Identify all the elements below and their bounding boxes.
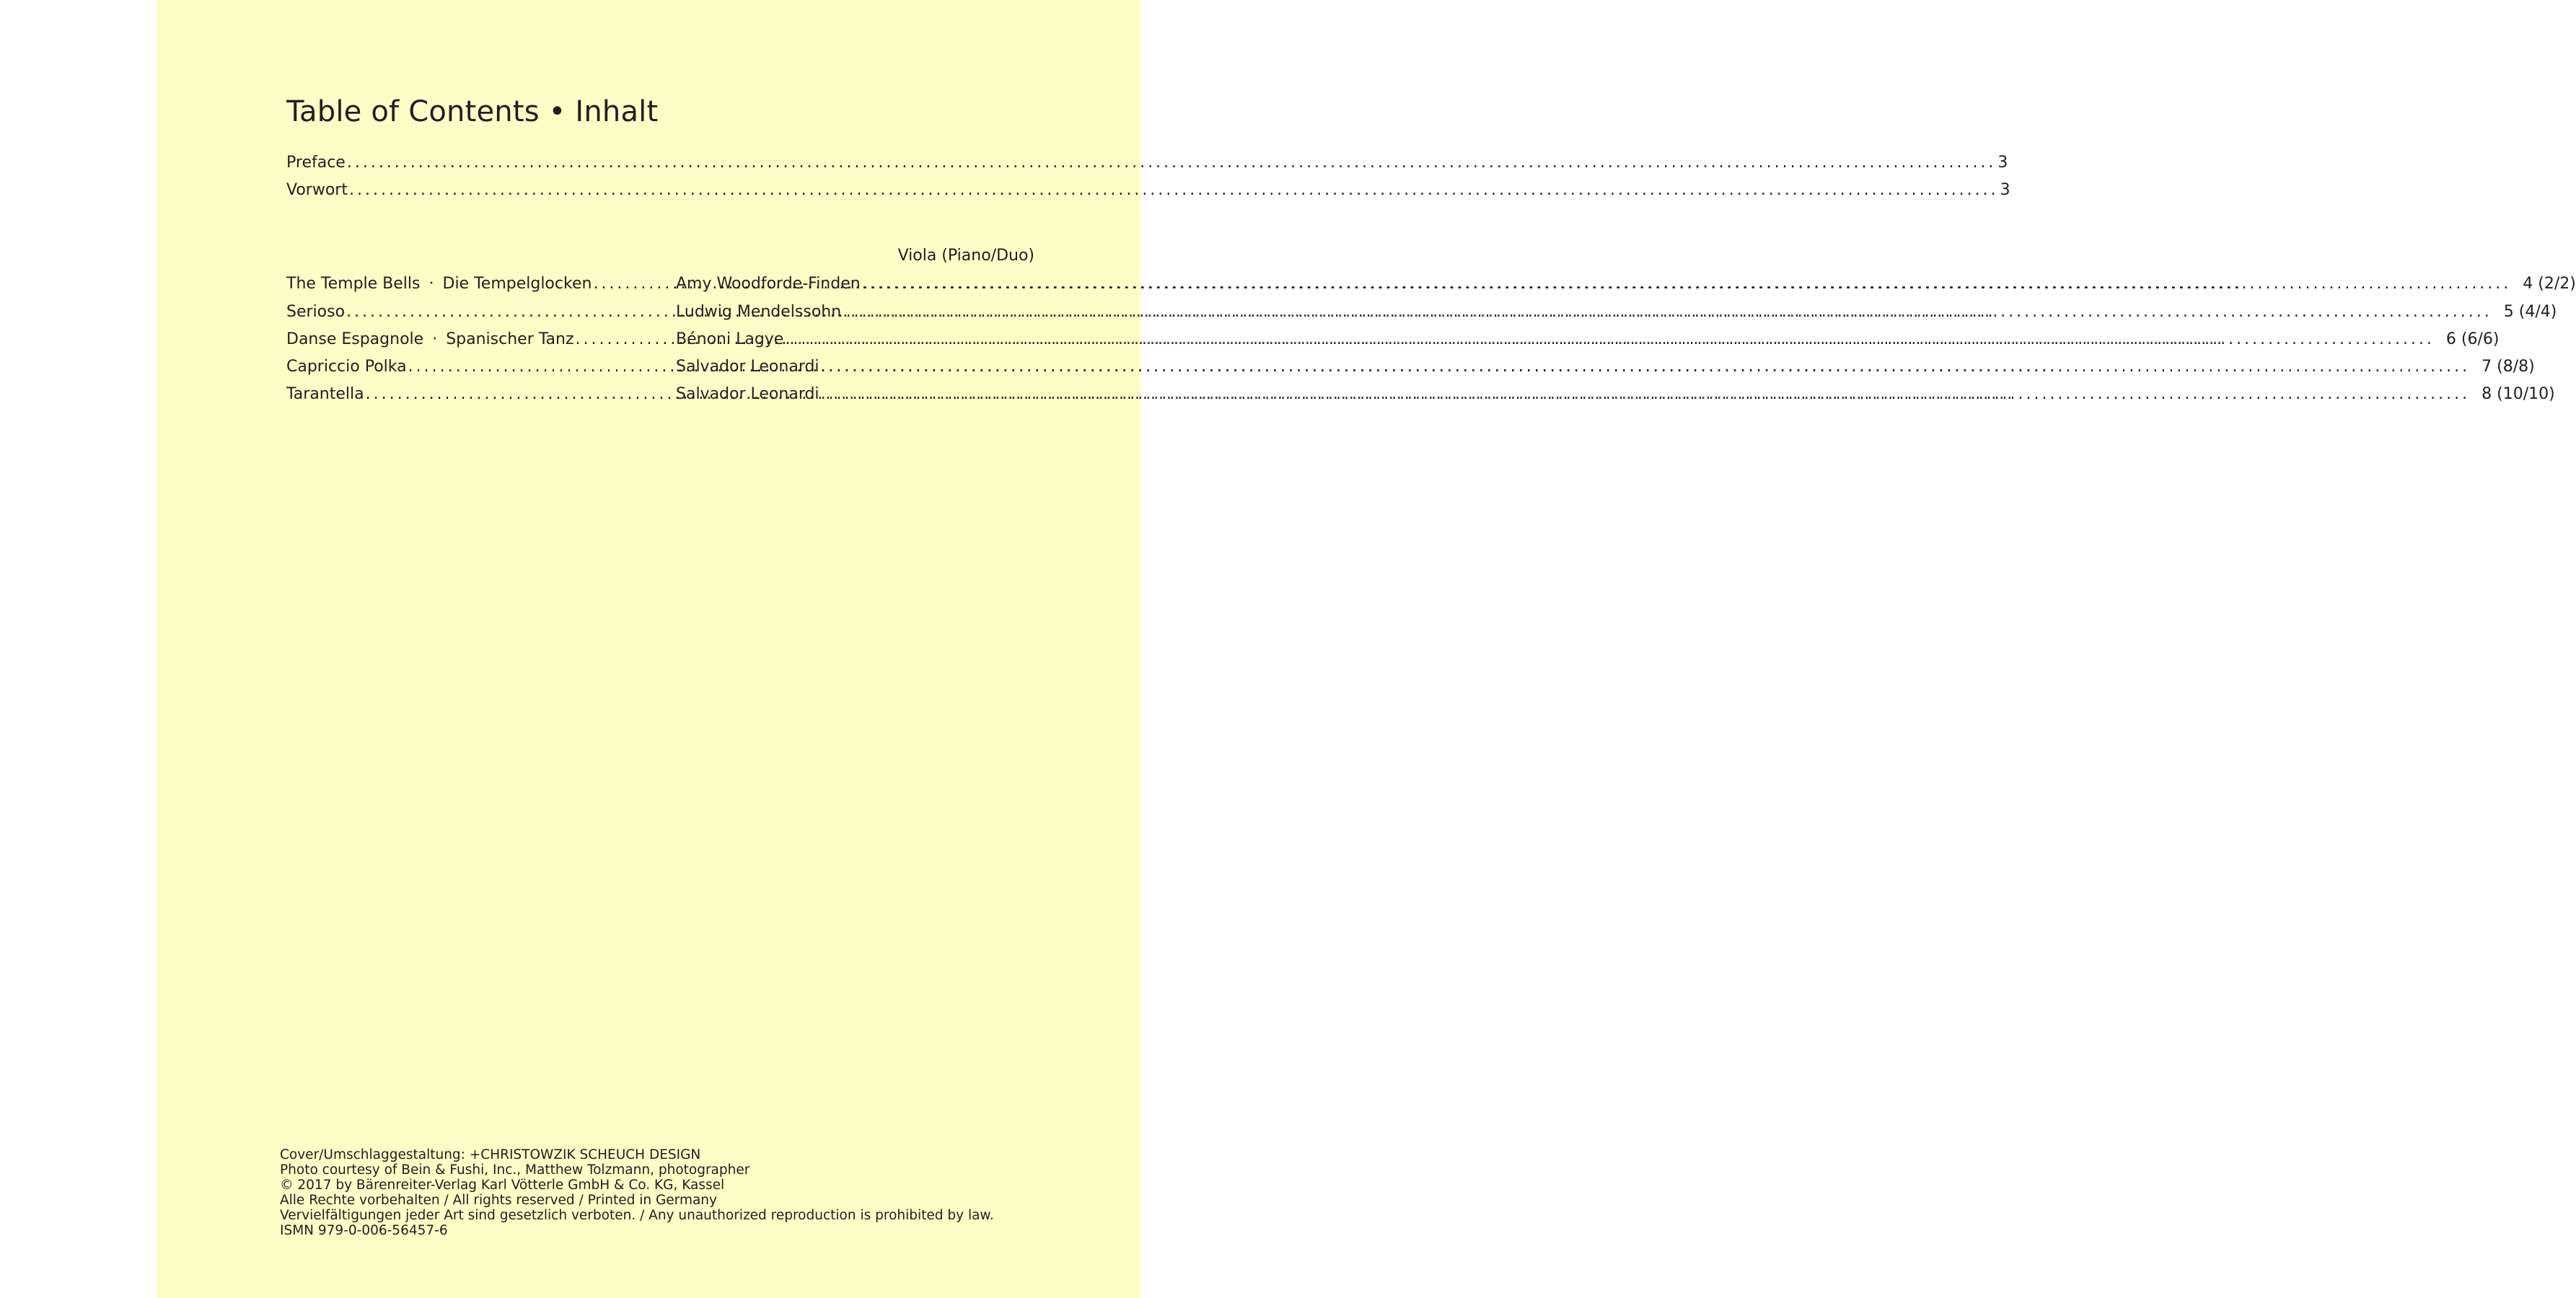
piece-title: Capriccio Polka xyxy=(286,358,407,376)
imprint-block xyxy=(280,1147,994,1238)
composer: Salvador Leonardi xyxy=(676,358,819,376)
imprint-line: Photo courtesy of Bein & Fushi, Inc., Matthew Tolzmann, photographer xyxy=(280,1162,750,1178)
page-ref: 5 (4/4) xyxy=(2503,303,2557,321)
page-ref: 4 (2/2) xyxy=(2523,275,2576,293)
toc-row-vorwort xyxy=(286,181,2010,204)
imprint-line: Alle Rechte vorbehalten / All rights reserved / Printed in Germany xyxy=(280,1193,717,1208)
composer: Salvador Leonardi xyxy=(676,385,819,403)
toc-label: Preface xyxy=(286,154,346,172)
imprint-line: Cover/Umschlaggestaltung: +CHRISTOWZIK SCHEUCH DESIGN xyxy=(280,1147,701,1162)
composer: Bénoni Lagye xyxy=(676,330,784,348)
title-separator: · xyxy=(428,275,434,293)
column-header: Viola (Piano/Duo) xyxy=(897,247,1034,265)
toc-row-preface xyxy=(286,154,2008,177)
toc-entry xyxy=(286,303,2557,326)
leader-dots xyxy=(348,181,2000,199)
imprint-line: © 2017 by Bärenreiter-Verlag Karl Vötterle GmbH & Co. KG, Kassel xyxy=(280,1178,725,1193)
composer: Ludwig Mendelssohn xyxy=(676,303,842,321)
page-ref: 8 (10/10) xyxy=(2482,385,2555,403)
toc-page: 3 xyxy=(1997,154,2008,172)
page-ref: 7 (8/8) xyxy=(2482,358,2535,376)
leader-dots xyxy=(346,154,1998,172)
toc-page: 3 xyxy=(2000,181,2010,199)
toc-label: Vorwort xyxy=(286,181,348,199)
toc-entry xyxy=(286,385,2555,408)
title-separator: · xyxy=(432,330,438,348)
piece-title-de: Die Tempelglocken xyxy=(442,275,592,293)
piece-title-de: Spanischer Tanz xyxy=(446,330,574,348)
leader-dots xyxy=(861,275,2513,293)
document-page xyxy=(157,0,2576,1298)
page-title: Table of Contents • Inhalt xyxy=(286,95,659,128)
toc-entry xyxy=(286,275,2576,298)
leader-dots xyxy=(783,330,2436,348)
leader-dots xyxy=(819,385,2472,403)
composer: Amy Woodforde-Finden xyxy=(676,275,861,293)
piece-title: Danse Espagnole xyxy=(286,330,424,348)
imprint-line: ISMN 979-0-006-56457-6 xyxy=(280,1223,448,1238)
leader-dots xyxy=(819,358,2472,376)
leader-dots xyxy=(841,303,2494,321)
piece-title: Tarantella xyxy=(286,385,364,403)
toc-entry xyxy=(286,330,2500,353)
toc-entry xyxy=(286,358,2535,381)
page-ref: 6 (6/6) xyxy=(2445,330,2500,348)
imprint-line: Vervielfältigungen jeder Art sind gesetzlich verboten. / Any unauthorized reproduction is prohibited by law. xyxy=(280,1208,994,1223)
piece-title: The Temple Bells xyxy=(286,275,421,293)
piece-title: Serioso xyxy=(286,303,346,321)
